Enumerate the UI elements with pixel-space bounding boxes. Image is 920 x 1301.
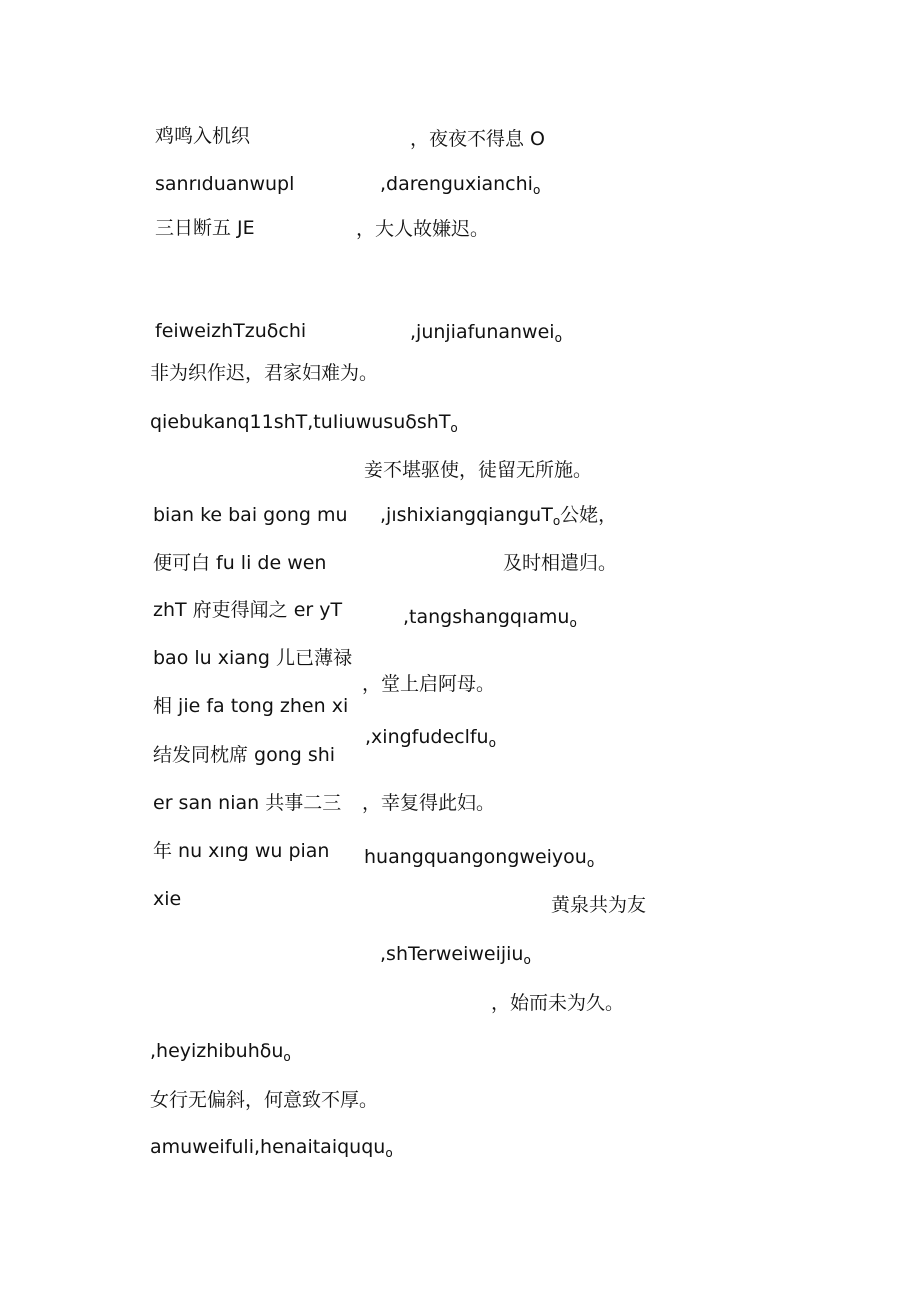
text-line xyxy=(364,458,592,482)
text-span: bao lu xiang 儿已薄禄 xyxy=(153,647,353,669)
text-line xyxy=(410,320,562,350)
text-line xyxy=(153,887,181,911)
text-span: 公姥， xyxy=(560,504,618,526)
text-span: 鸡鸣入机织 xyxy=(155,125,251,147)
text-line xyxy=(153,503,348,527)
text-span: ,shTerweiweijiu xyxy=(380,943,524,965)
text-span: ,heyizhibuhδu xyxy=(150,1040,284,1062)
text-span: ,xingfudeclfu xyxy=(365,726,489,748)
text-line xyxy=(380,503,617,533)
text-line xyxy=(491,991,624,1015)
subscript-o: o xyxy=(532,183,541,197)
text-line xyxy=(153,551,326,575)
subscript-o: o xyxy=(385,1146,393,1160)
text-line xyxy=(150,361,378,385)
text-span: xie xyxy=(153,888,182,910)
text-span: 三日断五 JE xyxy=(155,217,255,239)
text-line xyxy=(155,319,306,343)
text-span: qiebukanq11shT,tuIiuwusuδshT xyxy=(150,411,451,433)
text-span: 女行无偏斜，何意致不厚。 xyxy=(150,1089,379,1111)
text-span: ，幸复得此妇。 xyxy=(362,792,496,814)
subscript-o: o xyxy=(554,331,562,345)
text-span: er san nian 共事二三 xyxy=(153,792,342,814)
text-line xyxy=(150,1135,393,1165)
text-line xyxy=(380,172,540,202)
text-line xyxy=(356,217,489,241)
text-line xyxy=(153,598,342,622)
text-span: ，夜夜不得息 O xyxy=(410,128,545,150)
text-line xyxy=(364,845,594,875)
text-span: 结发同枕席 gong shi xyxy=(153,744,336,766)
subscript-o: o xyxy=(283,1050,291,1064)
subscript-o: o xyxy=(450,421,458,435)
text-span: ，堂上启阿母。 xyxy=(362,673,496,695)
text-line xyxy=(150,410,458,440)
text-line xyxy=(153,694,348,718)
text-line xyxy=(362,672,495,696)
text-line xyxy=(410,127,545,151)
text-span: huangquangongweiyou xyxy=(364,846,587,868)
text-line xyxy=(150,1039,291,1069)
text-span: ，大人故嫌迟。 xyxy=(356,218,490,240)
text-span: amuweifuli,henaitaiququ xyxy=(150,1136,386,1158)
text-span: feiweizhTzuδchi xyxy=(155,320,307,342)
text-span: ,tangshangqıamu xyxy=(403,606,570,628)
text-span: 便可白 fu li de wen xyxy=(153,552,327,574)
text-line xyxy=(503,551,617,575)
text-line xyxy=(551,893,646,917)
text-line xyxy=(365,725,496,755)
text-span: 妾不堪驱使，徒留无所施。 xyxy=(364,459,593,481)
text-line xyxy=(153,743,335,767)
text-line xyxy=(150,1088,378,1112)
text-span: 相 jie fa tong zhen xi xyxy=(153,695,349,717)
subscript-o: o xyxy=(488,736,496,750)
text-span: ,junjiafunanwei xyxy=(410,321,555,343)
text-line xyxy=(380,942,531,972)
subscript-o: o xyxy=(552,514,561,528)
text-span: ,darenguxianchi xyxy=(380,173,533,195)
text-line xyxy=(155,172,294,196)
text-span: 非为织作迟，君家妇难为。 xyxy=(150,362,379,384)
text-span: ,jıshixiangqianguT xyxy=(380,504,553,526)
text-line xyxy=(362,791,495,815)
text-line xyxy=(155,124,250,148)
subscript-o: o xyxy=(586,856,595,870)
text-span: 黄泉共为友 xyxy=(551,894,647,916)
text-span: bian ke bai gong mu xyxy=(153,504,348,526)
text-line xyxy=(403,605,577,635)
text-line xyxy=(153,646,352,670)
text-span: sanrıduanwupl xyxy=(155,173,295,195)
subscript-o: o xyxy=(569,616,577,630)
text-line xyxy=(153,791,341,815)
text-span: zhT 府吏得闻之 er yT xyxy=(153,599,343,621)
text-span: 年 nu xıng wu pian xyxy=(153,840,330,862)
text-line xyxy=(153,839,329,863)
text-span: 及时相遣归。 xyxy=(503,552,618,574)
text-span: ，始而未为久。 xyxy=(491,992,625,1014)
subscript-o: o xyxy=(523,953,531,967)
text-line xyxy=(155,216,255,240)
